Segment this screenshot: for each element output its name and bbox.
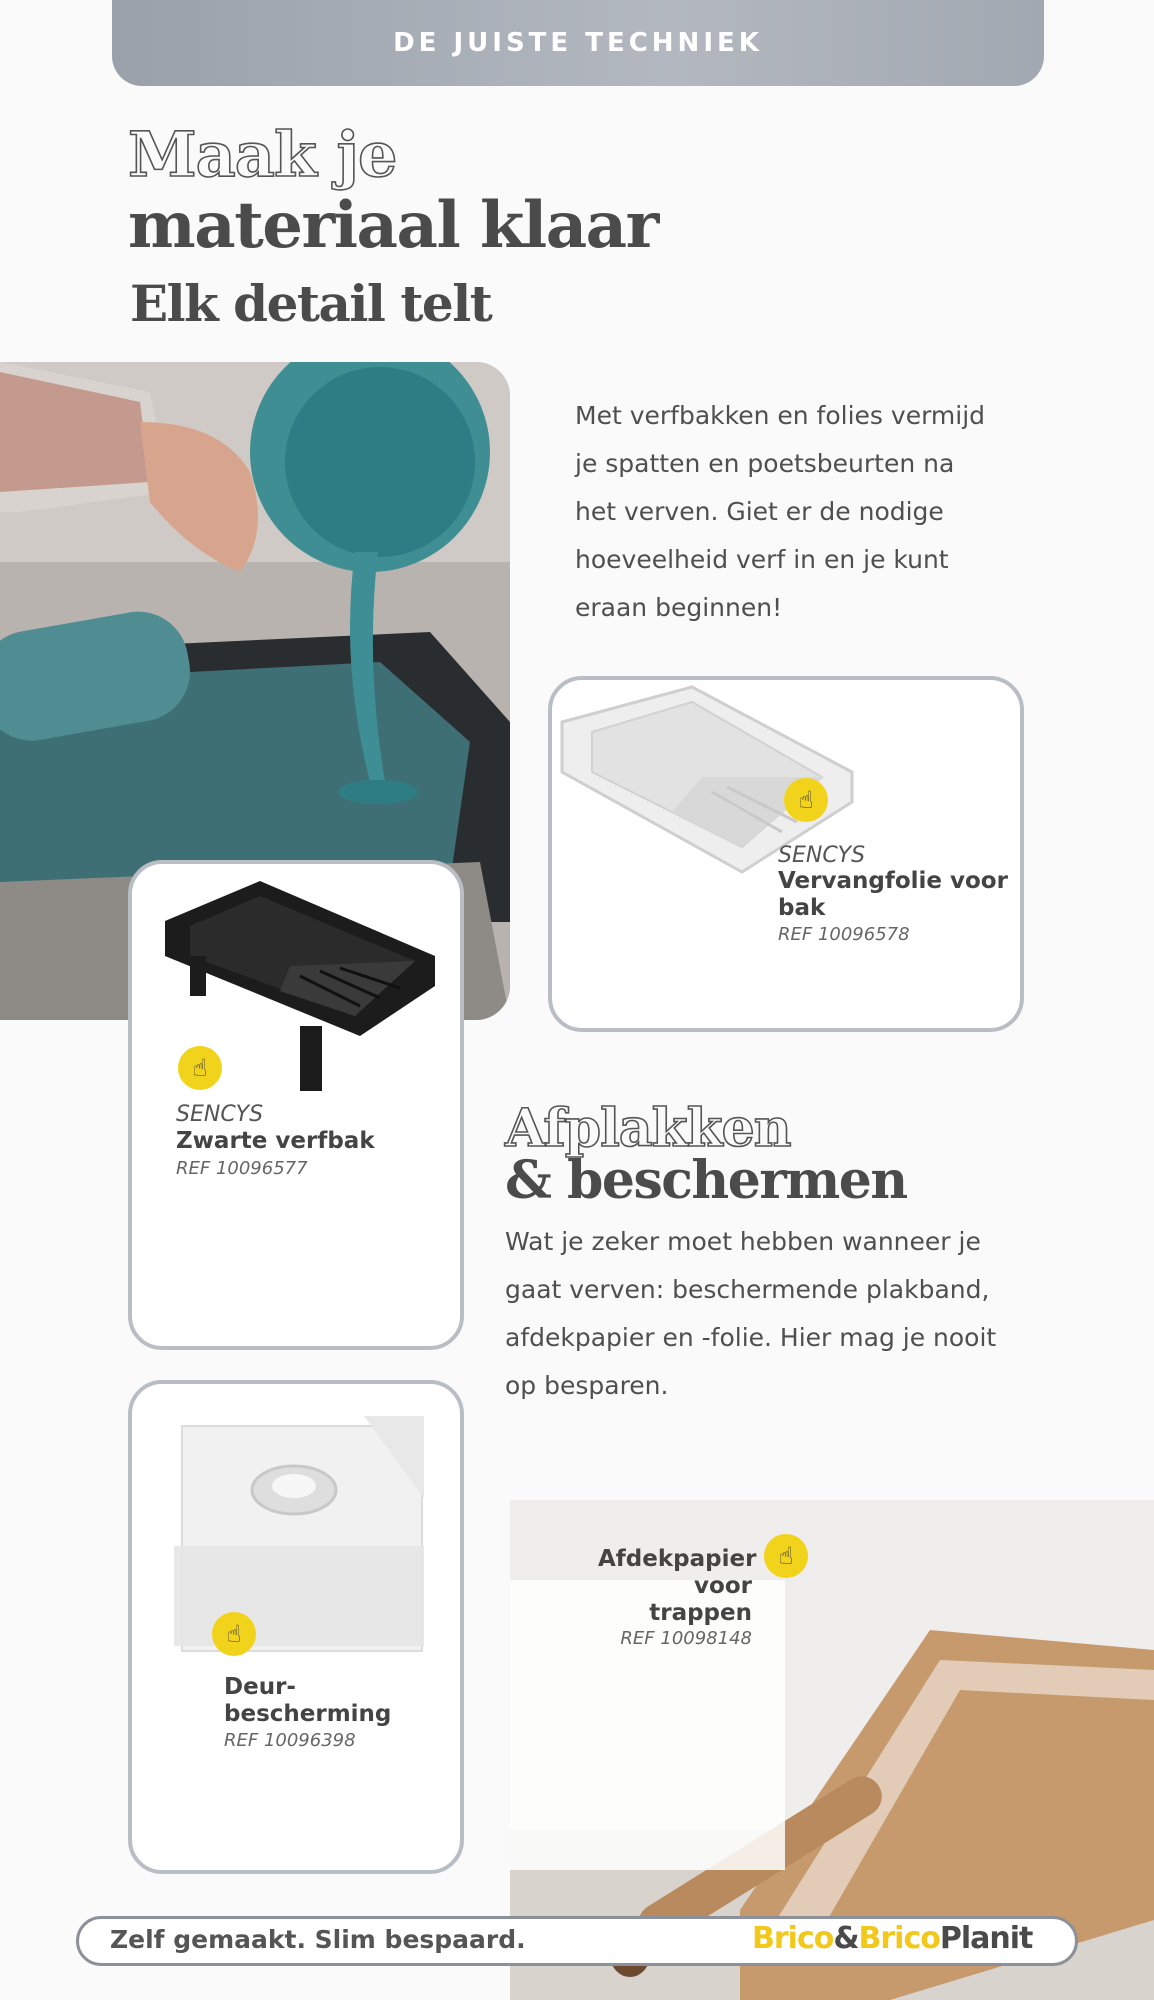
product-ref: REF 10096577 [176, 1158, 308, 1179]
hand-badge-afdekpapier[interactable] [764, 1534, 808, 1578]
brico-logo[interactable]: Brico&BricoPlanit [752, 1921, 1033, 1956]
intro-paragraph: Met verfbakken en folies vermijd je spatten en poetsbeurten na het verven. Giet er de nodige hoeveelheid verf in en je kunt eraan beginnen! [575, 401, 986, 622]
hand-badge-verfbak[interactable] [178, 1046, 222, 1090]
product-name: Vervangfolie voor bak [778, 868, 1008, 921]
footer-tagline: Zelf gemaakt. Slim bespaard. [110, 1925, 526, 1954]
product-name-afdekpapier: Afdekpapier voor trappen [598, 1546, 757, 1626]
section2-title-outline: Afplakken [505, 1098, 791, 1159]
product-name: Deur- bescherming [224, 1674, 392, 1727]
section2-title-solid: & beschermen [505, 1150, 907, 1211]
product-brand: SENCYS [176, 1102, 264, 1127]
pointing-hand-icon: ☝ [778, 1542, 794, 1570]
hand-badge-folie[interactable] [784, 778, 828, 822]
title-line-2: materiaal klaar [128, 188, 658, 263]
pointing-hand-icon: ☝ [192, 1054, 208, 1082]
title-line-1: Maak je [128, 118, 397, 191]
pointing-hand-icon: ☝ [798, 786, 814, 814]
pointing-hand-icon: ☝ [226, 1620, 242, 1648]
product-ref: REF 10098148 [620, 1628, 752, 1649]
subtitle: Elk detail telt [130, 274, 492, 333]
product-brand: SENCYS [778, 843, 866, 868]
product-ref: REF 10096578 [778, 924, 910, 945]
hand-badge-deur[interactable] [212, 1612, 256, 1656]
door-protection-image [164, 1408, 434, 1658]
product-ref: REF 10096398 [224, 1730, 356, 1751]
product-name: Zwarte verfbak [176, 1128, 375, 1154]
section2-paragraph: Wat je zeker moet hebben wanneer je gaat verven: beschermende plakband, afdekpapier en -folie. Hier mag je nooit op besparen. [505, 1227, 997, 1400]
banner-title: DE JUISTE TECHNIEK [393, 28, 763, 58]
header-banner [112, 0, 1044, 86]
